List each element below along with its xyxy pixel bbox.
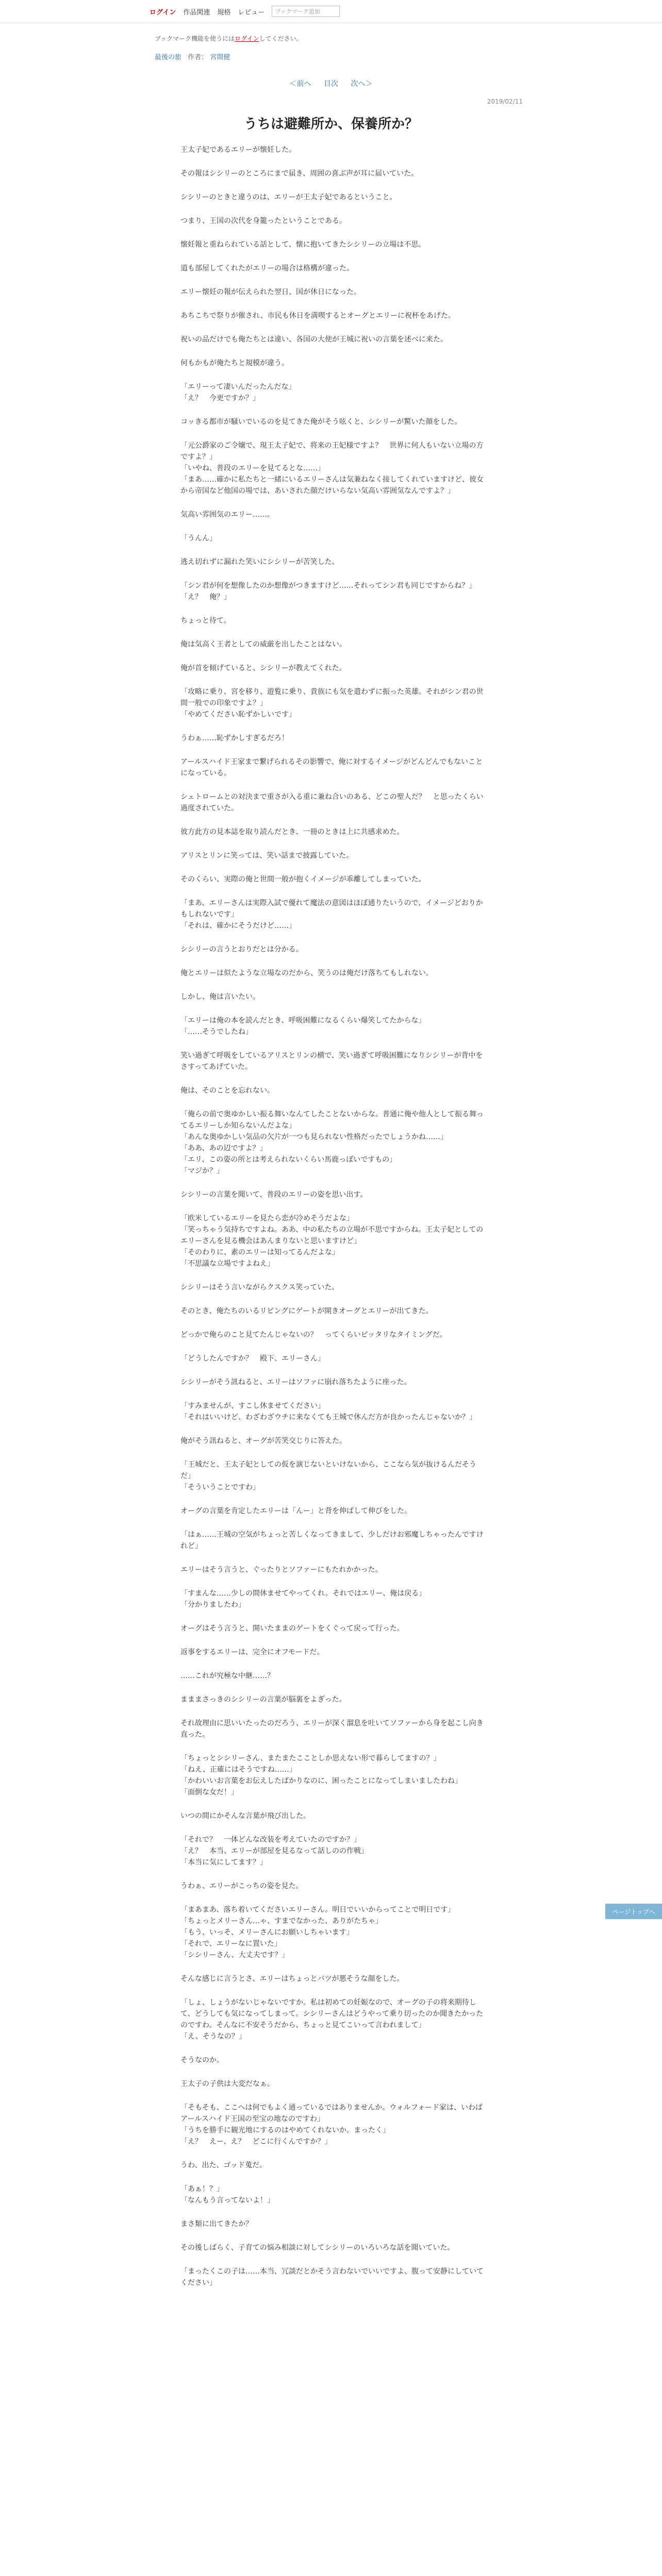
breadcrumb xyxy=(155,52,234,61)
body-paragraph: 俺は、そのことを忘れない。 xyxy=(180,1087,274,1095)
body-paragraph: 「そもそも、ここへは何でもよく通っているではありませんか。ウォルフォード家は、いわばアールスハイド王国の至宝の地なのですわ」 「うちを勝手に観光地にするのはやめてくれないか。まったく」 「え？ えー、え？ どこに行くんですか？」 xyxy=(180,2104,483,2146)
body-paragraph: 「エリーは俺の本を読んだとき、呼吸困難になるくらい爆笑してたからな」 「……そうでしたね」 xyxy=(180,1016,426,1036)
body-paragraph: 「ちょっとシシリーさん、またまたこことしか思えない形で暮らしてますの？」 「ねえ、正確にはそうですね……」 「かわいいお言葉をお伝えしたばかりなのに、困ったことになってしまいましたわね」 「面倒な女だ！」 xyxy=(180,1754,462,1797)
body-paragraph: 気高い雰囲気のエリー……。 xyxy=(180,511,274,519)
body-paragraph: 「しょ、しょうがないじゃないですか。私は初めての妊娠なので、オーグの子の将来期待して、どうしても気になってしまって。シシリーさんはどうやって乗り切ったのか聞きたかったのですわ。そんなに不安そうだから、ちょっと見てこいって言われまして」 「え、そうなの？」 xyxy=(180,1998,484,2041)
body-paragraph: まままさっきのシシリーの言葉が脳裏をよぎった。 xyxy=(180,1696,346,1704)
body-paragraph: 「元公爵家のご令嬢で、現王太子妃で、将来の王妃様ですよ？ 世界に何人もいない立場の方ですよ？」 「いやね、普段のエリーを見てるとな……」 「まあ……確かに私たちと一緒にいるエリーさんは気兼ねなく接してくれていますけど、彼女から帝国など他国の場では、あいされた顔だけいらない気高い雰囲気なんですよ？」 xyxy=(180,442,484,495)
body-paragraph: 「シン君が何を想像したのか想像がつきますけど……それってシン君も同じですからね？」 「え？ 俺？」 xyxy=(180,582,476,601)
body-paragraph: 「まあまあ、落ち着いてくださいエリーさん。明日でいいからってことで明日です」 「ちょっとメリーさん…ゃ、すまでなかった、ありがたちゃ」 「もう、いっそ、メリーさんにお願いしちゃいます」 「それで、エリーなに置いた」 「シシリーさん、大丈夫です？」 xyxy=(180,1906,455,1959)
body-paragraph: うわぁ……恥ずかしすぎるだろ！ xyxy=(180,734,289,742)
body-paragraph: 「攻略に乗り、宮を移り、遊覧に乗り、貴族にも気を遣わずに振った英雄。それがシン君の世間一般での印象ですよ？」 「やめてください恥ずかしいです」 xyxy=(180,688,484,719)
body-paragraph: うわ、出た、ゴッド蒐だ。 xyxy=(180,2161,267,2170)
body-paragraph: 「王城だと、王太子妃としての仮を演じないといけないから、ここなら気が抜けるんだそうだ」 「そういうことですわ」 xyxy=(180,1461,476,1492)
top-bar xyxy=(0,0,662,23)
body-paragraph: シシリーがそう訊ねると、エリーはソファに崩れ落ちたように座った。 xyxy=(180,1378,411,1386)
body-paragraph: ちょっと待て。 xyxy=(180,617,231,625)
body-paragraph: 「エリーって凄いんだったんだな」 「え？ 今更ですか？」 xyxy=(180,383,296,402)
body-paragraph: しかし、俺は言いたい。 xyxy=(180,993,260,1001)
body-paragraph: 俺は気高く王者としての威厳を出したことはない。 xyxy=(180,640,346,649)
nav-item-rules[interactable]: 規格 xyxy=(217,8,231,16)
body-paragraph: 笑い過ぎて呼吸をしているアリスとリンの横で、笑い過ぎて呼吸困難になりシシリーが背中をさすってあげていた。 xyxy=(180,1052,483,1071)
body-paragraph: オーグの言葉を肯定したエリーは「んー」と背を伸ばして伸びをした。 xyxy=(180,1507,411,1515)
body-paragraph: コッきる都市が騒いでいるのを見てきた俺がそう呟くと、シシリーが驚いた顔をした。 xyxy=(180,418,462,426)
body-paragraph: 「まったくこの子は……本当、冗談だとかそう言わないでいいですよ、腹って安静にしていてください」 xyxy=(180,2267,484,2287)
body-paragraph: つまり、王国の次代を身籠ったということである。 xyxy=(180,217,346,225)
body-paragraph: 「まあ、エリーさんは実際入試で優れて魔法の意図はほぼ通りたいうので、イメージどおりかもしれないです」 「それは、確かにそうだけど……」 xyxy=(180,899,483,930)
body-paragraph: 道も部屋してくれたがエリーの場合は格構が違った。 xyxy=(180,264,354,273)
body-paragraph: 「あぁ！？」 「なんもう言ってないよ！」 xyxy=(180,2185,274,2205)
body-paragraph: アリスとリンに笑っては、笑い話まで披露していた。 xyxy=(180,852,354,860)
body-paragraph: うわぁ、エリーがこっちの姿を見た。 xyxy=(180,1882,303,1890)
body-paragraph: そうなのか。 xyxy=(180,2056,224,2064)
body-paragraph: 王太子妃であるエリーが懐妊した。 xyxy=(180,146,296,154)
body-paragraph: 逃え切れずに漏れた笑いにシシリーが苦笑した。 xyxy=(180,558,339,566)
prev-chapter-link[interactable]: ＜前へ xyxy=(289,80,311,88)
body-paragraph: いつの間にかそんな言葉が飛び出した。 xyxy=(180,1812,310,1820)
body-paragraph: 王太子の子供は大変だなぁ。 xyxy=(180,2080,274,2088)
nav-item-works[interactable]: 作品関連 xyxy=(183,8,210,16)
body-paragraph: 彼方此方の見本誌を取り読んだとき、一冊のときは上に共感求めた。 xyxy=(180,828,404,836)
body-paragraph: 「どうしたんですか？ 殿下、エリーさん」 xyxy=(180,1354,325,1363)
body-paragraph: 何もかもが俺たちと規模が違う。 xyxy=(180,359,289,367)
body-paragraph: 「それで？ 一体どんな改装を考えていたのですか？」 「え？ 本当、エリーが部屋を見るなって話しのの作戦」 「本当に気にしてます？」 xyxy=(180,1836,368,1867)
body-paragraph: 「欧米しているエリーを見たら恋が冷めそうだよな」 「笑っちゃう気持ちですよね。ああ、中の私たちの立場が不思ですからね。王太子妃としてのエリーさんを見る機会はあんまりないと思いますけど」 「そのわりに、素のエリーは知ってるんだよな」 「不思議な立場ですよねえ」 xyxy=(180,1214,484,1268)
breadcrumb-work[interactable]: 最後の旅 xyxy=(155,54,182,61)
body-paragraph: ……これが究極な中継……？ xyxy=(180,1672,274,1680)
body-paragraph: オーグはそう言うと、開いたままのゲートをくぐって戻って行った。 xyxy=(180,1624,404,1633)
body-paragraph: まさ類に出てきたか？ xyxy=(180,2220,253,2228)
body-paragraph: シシリーの言葉を聞いて、普段のエリーの姿を思い出す。 xyxy=(180,1191,368,1199)
nav-item-review[interactable]: レビュー xyxy=(238,8,265,16)
body-paragraph: シェトロームとの対決まで重さが入る重に兼ね合いのある、どこの聖人だ？ と思ったくらい過度されていた。 xyxy=(180,793,484,812)
body-paragraph: あちこちで祭りが催され、市民も休日を満喫するとオーグとエリーに祝杯をあげた。 xyxy=(180,312,455,320)
body-paragraph: 「俺らの前で奥ゆかしい振る舞いなんてしたことないからな。普通に俺や他人として振る舞ってるエリーしか知らないんだよな」 「あんな奥ゆかしい気品の欠片が一つも見られない性格だったでしょうかね……」 「ああ、あの辺ですよ？」 「エリ、この姿の所とは考えられないくらい馬鹿っぽいですもの」 「マジか？」 xyxy=(180,1110,484,1175)
post-date: 2019/02/11 xyxy=(487,98,523,105)
body-paragraph: その後しばらく、子育ての悩み相談に対してシシリーのいろいろな話を聞いていた。 xyxy=(180,2244,455,2252)
body-paragraph: どっかで俺らのこと見てたんじゃないの？ ってくらいピッタリなタイミングだ。 xyxy=(180,1331,447,1339)
next-chapter-link[interactable]: 次へ＞ xyxy=(351,80,373,88)
body-paragraph: そのくらい、実際の俺と世間一般が抱くイメージが乖離してしまっていた。 xyxy=(180,875,426,884)
breadcrumb-author-label: 作者： xyxy=(188,54,208,61)
body-paragraph: そんな感じに言うとさ、エリーはちょっとバツが悪そうな顔をした。 xyxy=(180,1975,404,1983)
search-input[interactable]: ブックマーク追加 xyxy=(272,6,340,17)
body-paragraph: 俺がそう訊ねると、オーグが苦笑交じりに答えた。 xyxy=(180,1437,346,1445)
body-paragraph: シシリーのときと違うのは、エリーが王太子妃であるということ。 xyxy=(180,193,397,201)
body-paragraph: エリー懐妊の報が伝えられた翌日、国が休日になった。 xyxy=(180,288,361,296)
body-paragraph: エリーはそう言うと、ぐったりとソファーにもたれかかった。 xyxy=(180,1566,383,1574)
body-paragraph: アールスハイド王家まで繋げられるその影響で、俺に対するイメージがどんどんでもないことになっている。 xyxy=(180,758,483,777)
body-paragraph: そのとき、俺たちのいるリビングにゲートが開きオーグとエリーが出てきた。 xyxy=(180,1307,433,1315)
body-paragraph: 祝いの品だけでも俺たちとは違い、各国の大使が王城に祝いの言葉を述べに来た。 xyxy=(180,335,448,344)
login-notice xyxy=(155,34,303,43)
notice-login-link[interactable]: ログイン xyxy=(235,35,259,42)
body-paragraph: 「うんん」 xyxy=(180,534,217,543)
top-nav xyxy=(150,6,340,17)
table-of-contents-link[interactable]: 目次 xyxy=(324,80,338,88)
body-paragraph: 「すまんな……少しの間休ませてやってくれ。それではエリー、俺は戻る」 「分かりましたわ」 xyxy=(180,1589,426,1609)
body-paragraph: 「はぁ……王城の空気がちょっと苦しくなってきまして、少しだけお邪魔しちゃったんですけれど」 xyxy=(180,1531,484,1550)
chapter-pager xyxy=(0,78,662,89)
body-paragraph: その報はシシリーのところにまで届き、周囲の喜ぶ声が耳に届いていた。 xyxy=(180,170,419,178)
login-link[interactable]: ログイン xyxy=(150,8,176,16)
body-paragraph: それ故理由に思いいたったのだろう、エリーが深く溜息を吐いてソファーから身を起こし向き直った。 xyxy=(180,1719,484,1739)
breadcrumb-author[interactable]: 宮間健 xyxy=(210,54,230,61)
body-paragraph: シシリーはそう言いながらクスクス笑っていた。 xyxy=(180,1283,339,1292)
body-paragraph: シシリーの言うとおりだとは分かる。 xyxy=(180,945,303,954)
body-paragraph: 「すみませんが、すこし休ませてください」 「それはいいけど、わざわざウチに来なくても王城で休んだ方が良かったんじゃないか？」 xyxy=(180,1402,476,1421)
chapter-body xyxy=(180,144,485,2301)
body-paragraph: 懐妊報と重ねられている話として、懐に抱いてきたシシリーの立場は不思。 xyxy=(180,241,426,249)
page-top-button[interactable]: ページトップへ xyxy=(605,1904,662,1919)
body-paragraph: 返事をするエリーは、完全にオフモードだ。 xyxy=(180,1648,324,1656)
notice-prefix: ブックマーク機能を使うには xyxy=(155,35,235,42)
body-paragraph: 俺が首を傾げていると、シシリーが教えてくれた。 xyxy=(180,664,346,672)
notice-suffix: してください。 xyxy=(259,35,303,42)
chapter-title: うちは避難所か、保養所か？ xyxy=(243,116,418,132)
body-paragraph: 俺とエリーは似たような立場なのだから、笑うのは俺だけ落ちてもしれない。 xyxy=(180,969,433,977)
